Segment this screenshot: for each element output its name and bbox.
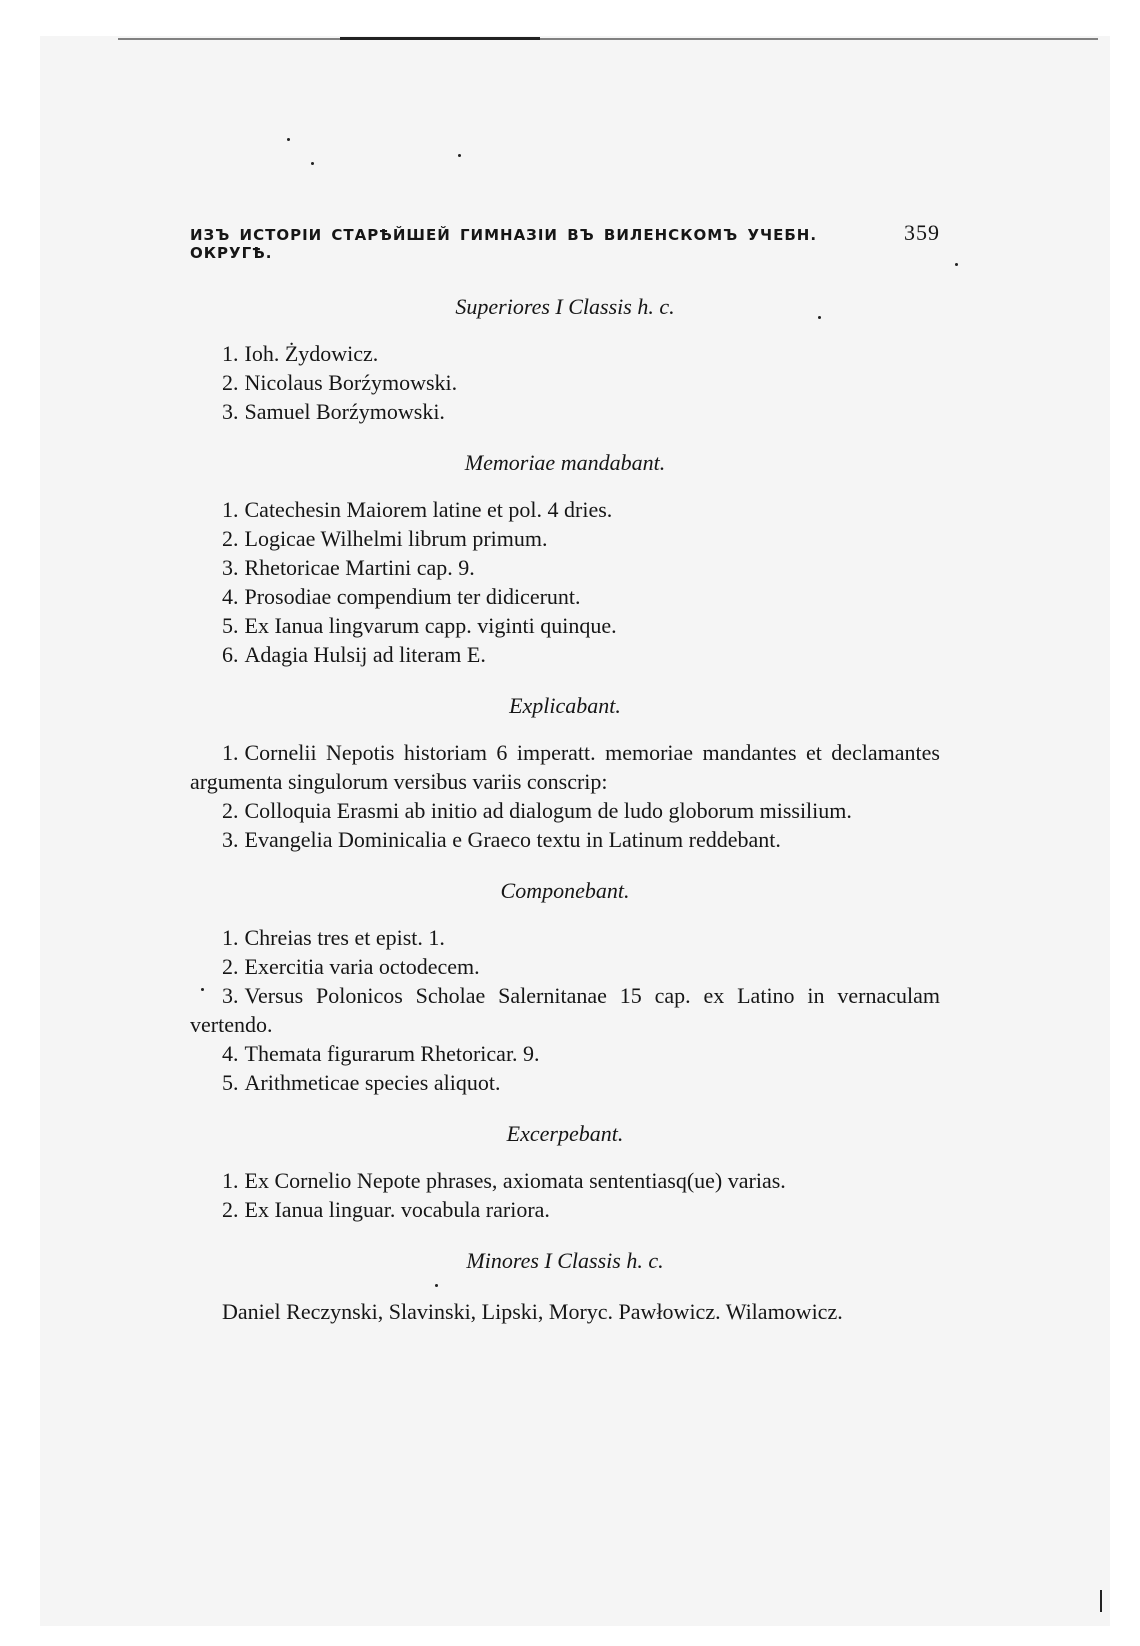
item-number: 2. (222, 798, 239, 823)
item-number: 3. (222, 399, 239, 424)
list-item (190, 825, 940, 854)
item-number: 1. (222, 341, 239, 366)
list-item (190, 495, 940, 524)
list-item (190, 1068, 940, 1097)
item-number: 2. (222, 1197, 239, 1222)
item-number: 3. (222, 555, 239, 580)
margin-mark (1100, 1590, 1102, 1612)
item-text: Prosodiae compendium ter didicerunt. (244, 584, 581, 609)
item-text: Evangelia Dominicalia e Graeco textu in Latinum reddebant. (244, 827, 781, 852)
item-text: Ex Ianua linguar. vocabula rariora. (244, 1197, 550, 1222)
minores-names: Daniel Reczynski, Slavinski, Lipski, Moryc. Pawłowicz. Wilamowicz. (222, 1299, 843, 1324)
item-number: 4. (222, 584, 239, 609)
list-item (190, 524, 940, 553)
item-text: Nicolaus Borźymowski. (244, 370, 458, 395)
section-superiores (190, 292, 940, 426)
task-list (190, 1166, 940, 1224)
list-item (190, 1166, 940, 1195)
item-number: 1. (222, 740, 239, 765)
item-text: Versus Polonicos Scholae Salernitanae 15 cap. ex Latino in vernaculam vertendo. (190, 983, 940, 1037)
section-heading: Minores I Classis h. c. (466, 1248, 664, 1273)
section-excerpebant (190, 1119, 940, 1224)
top-rule (118, 38, 1098, 40)
item-number: 2. (222, 954, 239, 979)
item-number: 4. (222, 1041, 239, 1066)
item-number: 6. (222, 642, 239, 667)
section-minores (190, 1246, 940, 1326)
student-list (190, 339, 940, 426)
list-item (190, 640, 940, 669)
task-list (190, 738, 940, 854)
page-content (190, 292, 940, 1348)
list-item (190, 339, 940, 368)
list-item (190, 397, 940, 426)
list-item (190, 368, 940, 397)
running-head (190, 220, 940, 262)
list-item (190, 796, 940, 825)
list-item (190, 553, 940, 582)
section-explicabant (190, 691, 940, 854)
section-componebant (190, 876, 940, 1097)
item-number: 5. (222, 1070, 239, 1095)
list-item (190, 952, 940, 981)
item-number: 1. (222, 925, 239, 950)
speck (311, 162, 314, 165)
list-item (190, 1039, 940, 1068)
section-heading: Explicabant. (509, 693, 621, 718)
speck (955, 263, 958, 266)
item-text: Colloquia Erasmi ab initio ad dialogum de ludo globorum missilium. (244, 798, 852, 823)
list-item (190, 923, 940, 952)
item-text: Logicae Wilhelmi librum primum. (244, 526, 548, 551)
section-heading: Superiores I Classis h. c. (455, 294, 675, 319)
top-rule-accent (340, 37, 540, 40)
item-number: 3. (222, 827, 239, 852)
item-text: Chreias tres et epist. 1. (244, 925, 445, 950)
task-list (190, 923, 940, 1097)
item-number: 1. (222, 1168, 239, 1193)
item-text: Rhetoricae Martini cap. 9. (244, 555, 475, 580)
running-title: ИЗЪ ИСТОРІИ СТАРѢЙШЕЙ ГИМНАЗІИ ВЪ ВИЛЕНСКОМЪ УЧЕБН. ОКРУГѢ. (190, 226, 818, 262)
item-number: 2. (222, 526, 239, 551)
item-text: Ioh. Żydowicz. (244, 341, 379, 366)
section-heading: Excerpebant. (506, 1121, 624, 1146)
item-text: Exercitia varia octodecem. (244, 954, 480, 979)
item-text: Arithmeticae species aliquot. (244, 1070, 501, 1095)
speck (458, 154, 461, 157)
item-number: 3. (222, 983, 239, 1008)
item-text: Ex Ianua lingvarum capp. viginti quinque. (244, 613, 617, 638)
section-memoriae (190, 448, 940, 669)
list-item (190, 582, 940, 611)
item-number: 1. (222, 497, 239, 522)
item-text: Cornelii Nepotis historiam 6 imperatt. memoriae mandantes et declamantes argumenta singulorum versibus variis conscrip: (190, 740, 940, 794)
page-number: 359 (904, 220, 940, 245)
item-number: 5. (222, 613, 239, 638)
list-item (190, 611, 940, 640)
list-item (190, 1195, 940, 1224)
item-text: Catechesin Maiorem latine et pol. 4 dries. (244, 497, 613, 522)
list-item (190, 981, 940, 1039)
section-heading: Componebant. (500, 878, 630, 903)
list-item (190, 738, 940, 796)
item-text: Ex Cornelio Nepote phrases, axiomata sententiasq(ue) varias. (244, 1168, 786, 1193)
item-text: Samuel Borźymowski. (244, 399, 445, 424)
item-number: 2. (222, 370, 239, 395)
item-text: Themata figurarum Rhetoricar. 9. (244, 1041, 540, 1066)
task-list (190, 495, 940, 669)
section-heading: Memoriae mandabant. (464, 450, 666, 475)
item-text: Adagia Hulsij ad literam E. (244, 642, 486, 667)
speck (287, 138, 290, 141)
